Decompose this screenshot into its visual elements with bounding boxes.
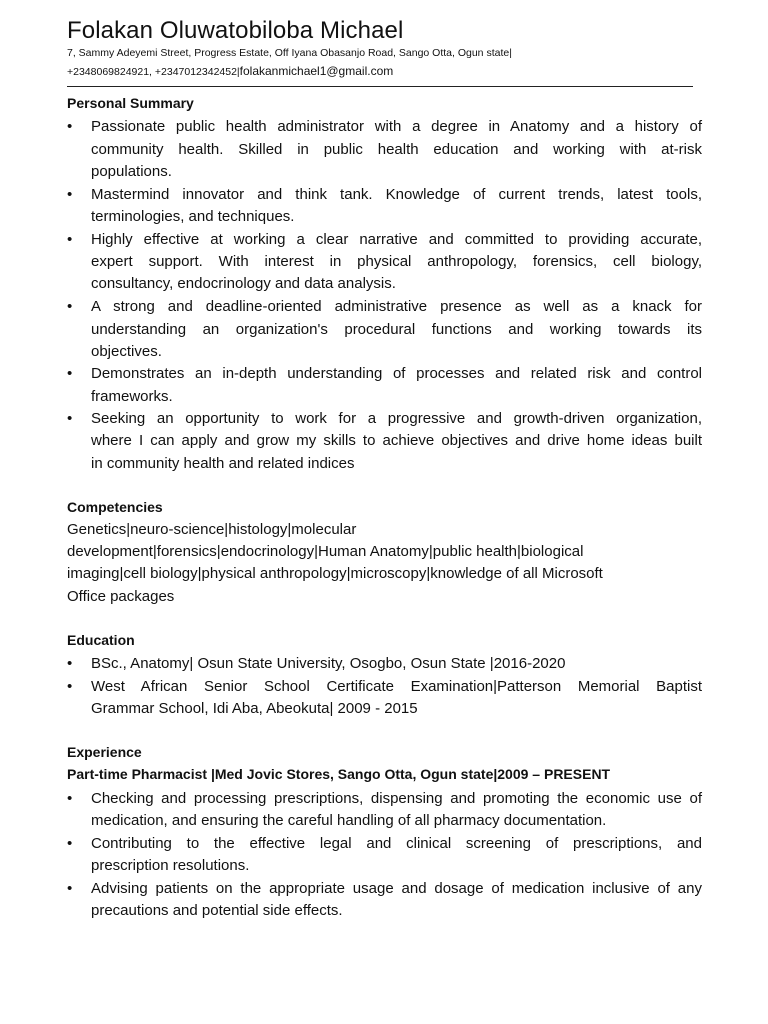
experience-line: Contributing to the effective legal and clinical screening of prescriptions, and — [91, 835, 702, 852]
summary-line: community health. Skilled in public health education and working with at-risk — [91, 141, 702, 158]
phone-numbers: +2348069824921, +2347012342452| — [67, 66, 240, 78]
bullet-icon: • — [67, 835, 73, 852]
experience-line: precautions and potential side effects. — [91, 902, 343, 919]
summary-line: A strong and deadline-oriented administrative presence as well as a knack for — [91, 298, 702, 315]
summary-line: Demonstrates an in-depth understanding of processes and related risk and control — [91, 365, 702, 382]
candidate-name: Folakan Oluwatobiloba Michael — [67, 17, 404, 44]
bullet-icon: • — [67, 231, 73, 248]
bullet-icon: • — [67, 118, 73, 135]
competencies-line: imaging|cell biology|physical anthropology|microscopy|knowledge of all Microsoft — [67, 565, 603, 582]
summary-line: Seeking an opportunity to work for a progressive and growth-driven organization, — [91, 410, 702, 427]
summary-line: objectives. — [91, 343, 162, 360]
summary-line: Mastermind innovator and think tank. Knowledge of current trends, latest tools, — [91, 186, 702, 203]
bullet-icon: • — [67, 790, 73, 807]
email-address: folakanmichael1@gmail.com — [239, 64, 394, 78]
summary-line: in community health and related indices — [91, 455, 355, 472]
bullet-icon: • — [67, 410, 73, 427]
section-heading-summary: Personal Summary — [67, 95, 194, 111]
contact-line — [67, 64, 393, 78]
experience-line: Checking and processing prescriptions, dispensing and promoting the economic use of — [91, 790, 702, 807]
experience-line: medication, and ensuring the careful handling of all pharmacy documentation. — [91, 812, 607, 829]
summary-line: expert support. With interest in physical anthropology, forensics, cell biology, — [91, 253, 702, 270]
section-heading-competencies: Competencies — [67, 499, 163, 515]
summary-line: consultancy, endocrinology and data analysis. — [91, 275, 396, 292]
summary-line: understanding an organization's procedural functions and working towards its — [91, 321, 702, 338]
competencies-line: development|forensics|endocrinology|Human Anatomy|public health|biological — [67, 543, 584, 560]
education-line: Grammar School, Idi Aba, Abeokuta| 2009 - 2015 — [91, 700, 418, 717]
job-title: Part-time Pharmacist |Med Jovic Stores, Sango Otta, Ogun state|2009 – PRESENT — [67, 766, 611, 782]
summary-line: terminologies, and techniques. — [91, 208, 295, 225]
address-line: 7, Sammy Adeyemi Street, Progress Estate, Off Iyana Obasanjo Road, Sango Otta, Ogun state| — [67, 47, 512, 59]
section-heading-education: Education — [67, 632, 135, 648]
bullet-icon: • — [67, 655, 73, 672]
bullet-icon: • — [67, 880, 73, 897]
experience-line: prescription resolutions. — [91, 857, 250, 874]
bullet-icon: • — [67, 678, 73, 695]
summary-line: Passionate public health administrator with a degree in Anatomy and a history of — [91, 118, 702, 135]
summary-line: populations. — [91, 163, 172, 180]
summary-line: where I can apply and grow my skills to achieve objectives and drive home ideas built — [91, 432, 702, 449]
education-line: BSc., Anatomy| Osun State University, Osogbo, Osun State |2016-2020 — [91, 655, 566, 672]
summary-line: frameworks. — [91, 388, 173, 405]
summary-line: Highly effective at working a clear narrative and committed to providing accurate, — [91, 231, 702, 248]
header-divider — [67, 86, 693, 87]
section-heading-experience: Experience — [67, 744, 142, 760]
bullet-icon: • — [67, 365, 73, 382]
competencies-line: Genetics|neuro-science|histology|molecular — [67, 521, 357, 538]
education-line: West African Senior School Certificate Examination|Patterson Memorial Baptist — [91, 678, 702, 695]
experience-line: Advising patients on the appropriate usage and dosage of medication inclusive of any — [91, 880, 702, 897]
bullet-icon: • — [67, 186, 73, 203]
competencies-line: Office packages — [67, 588, 175, 605]
bullet-icon: • — [67, 298, 73, 315]
